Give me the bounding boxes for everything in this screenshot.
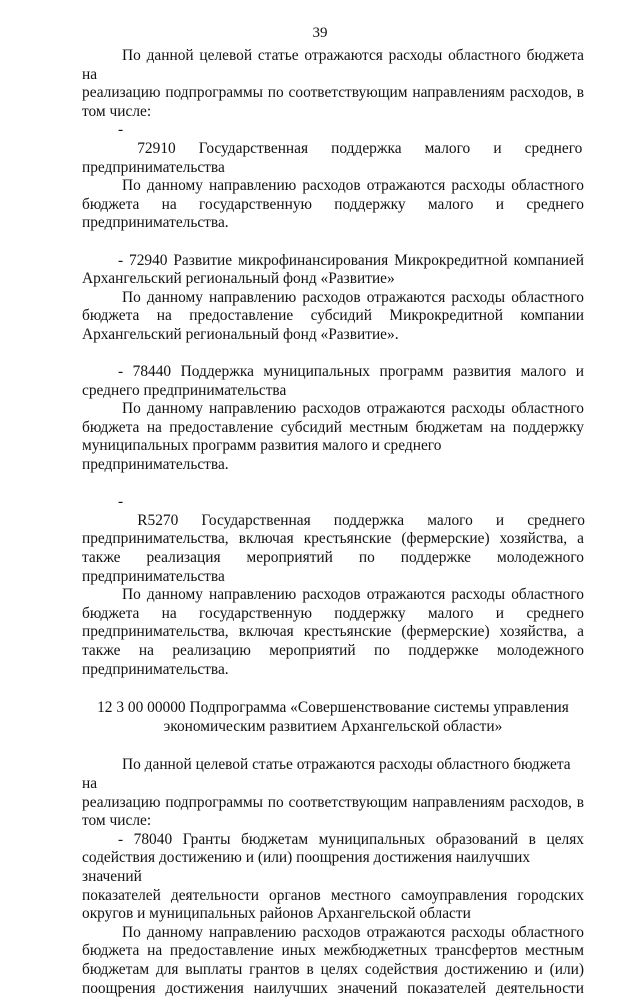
subprogram-heading [82,699,584,736]
paragraph-intro [82,756,584,830]
text-line: предпринимательства, включая крестьянские (фермерские) хозяйства, а [82,530,584,549]
text-line: поощрения достижения наилучших значений показателей деятельности [82,980,584,998]
paragraph-description [82,177,584,233]
text-line: также реализация мероприятий по поддержке молодежного [82,549,584,568]
page-body [82,47,584,998]
text-line: бюджета на предоставление субсидий местным бюджетам на поддержку [82,419,584,438]
text-line: реализацию подпрограммы по соответствующим направлениям расходов, в [82,794,584,813]
text-line: реализацию подпрограммы по соответствующим направлениям расходов, в [82,84,584,103]
text-line: содействия достижению и (или) поощрения достижения наилучших значений [82,849,584,886]
text-line: предпринимательства, включая крестьянские (фермерские) хозяйства, а [82,623,584,642]
text-line: По данной целевой статье отражаются расходы областного бюджета на [82,756,584,793]
spacer [82,679,584,699]
text-line: 12 3 00 00000 Подпрограмма «Совершенствование системы управления [82,699,584,718]
text-line: По данному направлению расходов отражаются расходы областного [82,289,584,308]
text-line: бюджета на государственную поддержку малого и среднего [82,605,584,624]
text-line: предпринимательства. [82,661,584,680]
paragraph-description [82,586,584,679]
list-item-78040 [82,831,584,924]
list-item-r5270 [82,493,584,586]
spacer [82,233,584,252]
text-line: По данной целевой статье отражаются расходы областного бюджета на [82,47,584,84]
paragraph-description [82,289,584,345]
list-item-72910 [82,121,584,177]
text-line: По данному направлению расходов отражаются расходы областного [82,400,584,419]
text-line: По данному направлению расходов отражаются расходы областного [82,586,584,605]
text-line: показателей деятельности органов местного самоуправления городских [82,887,584,906]
text-line: По данному направлению расходов отражаются расходы областного [82,177,584,196]
paragraph-description [82,924,584,998]
text-line: По данному направлению расходов отражаются расходы областного [82,924,584,943]
text-line: Архангельский региональный фонд «Развитие» [82,270,584,289]
text-line: том числе: [82,812,584,831]
text-line: бюджета на предоставление субсидий Микрокредитной компании [82,307,584,326]
spacer [82,475,584,494]
text-line: муниципальных программ развития малого и среднего предпринимательства. [82,437,584,474]
text-line: среднего предпринимательства [82,382,584,401]
text-line: бюджетам для выплаты грантов в целях содействия достижению и (или) [82,961,584,980]
list-item-72940 [82,252,584,289]
text-line: - 78040 Гранты бюджетам муниципальных образований в целях [82,831,584,850]
text-line: бюджета на государственную поддержку малого и среднего [82,196,584,215]
paragraph-intro [82,47,584,121]
spacer [82,345,584,364]
text-line: Архангельский региональный фонд «Развитие». [82,326,584,345]
paragraph-description [82,400,584,474]
text-line: бюджета на предоставление иных межбюджетных трансфертов местным [82,942,584,961]
text-line: предпринимательства [82,568,584,587]
text-line: предпринимательства [82,159,584,178]
text-line: экономическим развитием Архангельской области» [82,718,584,737]
text-line: предпринимательства. [82,214,584,233]
text-line: - 78440 Поддержка муниципальных программ развития малого и [82,363,584,382]
text-line: том числе: [82,103,584,122]
text-line: - R5270 Государственная поддержка малого и среднего [82,493,584,530]
text-line: также на реализацию мероприятий по поддержке молодежного [82,642,584,661]
list-item-78440 [82,363,584,400]
text-line: округов и муниципальных районов Архангельской области [82,905,584,924]
page-number: 39 [0,24,640,42]
spacer [82,736,584,756]
text-line: - 72940 Развитие микрофинансирования Микрокредитной компанией [82,252,584,271]
text-line: - 72910 Государственная поддержка малого и среднего [82,121,584,158]
